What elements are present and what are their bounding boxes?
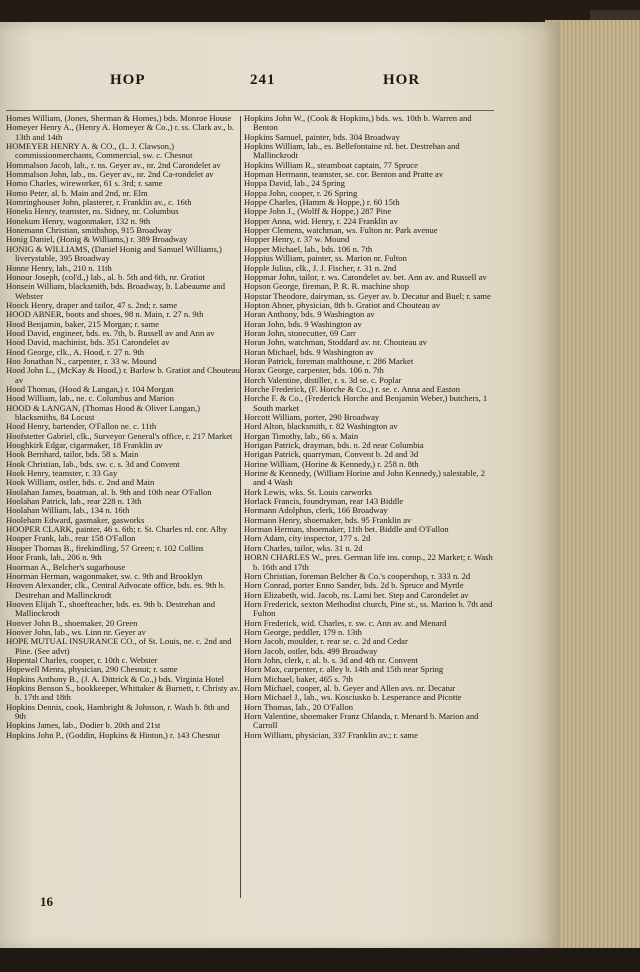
directory-entry: Horine & Kennedy, (William Horine and John Kennedy,) salestable, 2 and 4 Wash — [244, 469, 486, 488]
directory-entry: Hooper Frank, lab., rear 158 O'Fallon — [6, 534, 136, 544]
directory-entry: Horn Adam, city inspector, 177 s. 2d — [244, 534, 371, 544]
directory-entry: Horn Michael, baker, 465 s. 7th — [244, 674, 353, 684]
directory-entry: HOOD ABNER, boots and shoes, 98 n. Main, r. 27 n. 9th — [6, 310, 204, 320]
directory-entry: Hood David, machinist, bds. 351 Carondelet av — [6, 338, 170, 348]
directory-entry: Hoover John, lab., ws. Linn nr. Geyer av — [6, 627, 146, 637]
directory-entry: Horn Valentine, shoemaker Franz Chlanda, r. Menard b. Marion and Carroll — [244, 712, 479, 731]
directory-entry: Hopkins Anthony B., (J. A. Dittrick & Co.,) bds. Virginia Hotel — [6, 674, 225, 684]
column-divider — [240, 116, 241, 898]
directory-entry: Hoover John B., shoemaker, 20 Green — [6, 618, 138, 628]
directory-entry: Horn George, peddler, 179 n. 13th — [244, 627, 362, 637]
directory-entry: Hopkins John P., (Goddin, Hopkins & Hinton,) r. 143 Chesnut — [6, 730, 220, 740]
directory-entry: Honekum Henry, wagonmaker, 132 n. 9th — [6, 216, 151, 226]
directory-page — [0, 22, 560, 950]
directory-entry: Horn John, clerk, r. al. b. s. 3d and 4th nr. Convent — [244, 655, 418, 665]
directory-entry: HOOD & LANGAN, (Thomas Hood & Oliver Langan,) blacksmiths, 84 Locust — [6, 403, 201, 422]
directory-entry: Horn Christian, foreman Belcher & Co.'s coopershop, r. 333 n. 2d — [244, 571, 471, 581]
directory-entry: Horan Patrick, foreman malthouse, r. 286 Market — [244, 356, 414, 366]
directory-entry: Hopton Abner, physician, 8th b. Gratiot and Chouteau av — [244, 300, 441, 310]
directory-entry: Hopental Charles, cooper, r. 10th c. Webster — [6, 655, 158, 665]
directory-entry: Hopman Hermann, teamster, se. cor. Benton and Pratte av — [244, 170, 444, 180]
directory-entry: Hoppe Charles, (Hamm & Hoppe,) r. 60 15th — [244, 198, 400, 208]
directory-entry: Hopper Anna, wid. Henry, r. 224 Franklin av — [244, 216, 398, 226]
directory-entry: HOMEYER HENRY A. & CO., (L. J. Clawson,) commissionmerchants, Commercial, sw. c. Chesnut — [6, 142, 193, 161]
directory-entry: Horman Herman, shoemaker, 11th bet. Biddle and O'Fallon — [244, 525, 449, 535]
directory-entry: Hook Christian, lab., bds. sw. c. s. 3d and Convent — [6, 459, 180, 469]
directory-entry: Honne Henry, lab., 210 n. 11th — [6, 263, 112, 273]
directory-entry: Hoorman Herman, wagonmaker, sw. c. 9th and Brooklyn — [6, 571, 203, 581]
directory-entry: Hommalson Jacob, lab., r. ns. Geyer av., nr. 2nd Carondelet av — [6, 160, 221, 170]
directory-entry: Hood Thomas, (Hood & Langan,) r. 104 Morgan — [6, 384, 174, 394]
directory-entry: Hormann Adolphus, clerk, 166 Broadway — [244, 506, 388, 516]
directory-entry: Horche F. & Co., (Frederick Horche and Benjamin Weber,) butchers, 1 South market — [244, 394, 488, 413]
directory-entry: Hoolahan James, boatman, al. b. 9th and 10th near O'Fallon — [6, 487, 212, 497]
directory-entry: Homes William, (Jones, Sherman & Homes,) bds. Monroe House — [6, 114, 232, 123]
directory-entry: Hood David, engineer, bds. es. 7th, b. Russell av and Ann av — [6, 328, 215, 338]
directory-entry: Horn Charles, tailor, wks. 31 n. 2d — [244, 543, 363, 553]
directory-entry: Horn Jacob, moulder, r. rear se. c. 2d and Cedar — [244, 637, 408, 647]
directory-entry: Horn Frederick, sexton Methodist church, Pine st., ss. Marion b. 7th and Fulton — [244, 599, 493, 619]
directory-entry: Hooven Elijah T., shoefteacher, bds. es. 9th b. Destrehan and Mallinckrodt — [6, 599, 216, 619]
directory-entry: Hook Henry, teamster, r. 33 Gay — [6, 469, 118, 479]
directory-entry: Horan John, watchman, Stoddard av. nr. Chouteau av — [244, 338, 427, 348]
signature-mark: 16 — [40, 894, 53, 909]
directory-entry: Honour Joseph, (col'd.,) lab., al. b. 5th and 6th, nr. Gratiot — [6, 272, 205, 282]
directory-entry: Homo Peter, al. b. Main and 2nd, nr. Elm — [6, 188, 148, 198]
directory-entry: HOOPER CLARK, painter, 46 s. 6th; r. St. Charles rd. cor. Alby — [6, 525, 228, 535]
directory-entry: Horn Conrad, porter Enno Sander, bds. 2d b. Spruce and Myrtle — [244, 581, 464, 591]
directory-entry: Homo Charles, wireworker, 61 s. 3rd; r. same — [6, 179, 163, 189]
page-number: 241 — [250, 72, 276, 88]
directory-entry: Hork Lewis, wks. St. Louis carworks — [244, 487, 372, 497]
directory-entry: Hoolahan William, lab., 134 n. 16th — [6, 506, 130, 516]
directory-entry: Horine William, (Horine & Kennedy,) r. 258 n. 8th — [244, 459, 419, 469]
directory-entry: Hoppa David, lab., 24 Spring — [244, 179, 345, 189]
directory-entry: Horn Michael J., lab., ws. Kosciusko b. Lesperance and Picotte — [244, 693, 462, 703]
directory-entry: Hood William, lab., ne. c. Columbus and Marion — [6, 394, 175, 404]
directory-entry: Hommalson John, lab., ns. Geyer av., nr. 2nd Ca-rondelet av — [6, 170, 214, 180]
directory-entry: Hooleham Edward, gasmaker, gasworks — [6, 515, 145, 525]
directory-entry: Hook William, ostler, bds. c. 2nd and Main — [6, 478, 155, 488]
directory-entry: Hopkins James, lab., Dodier b. 20th and 21st — [6, 721, 161, 731]
directory-entry: Hopper Michael, lab., bds. 106 n. 7th — [244, 244, 373, 254]
directory-entry: Horlack Francis, foundryman, rear 143 Biddle — [244, 497, 404, 507]
directory-entry: Horan Anthony, bds. 9 Washington av — [244, 310, 375, 320]
directory-entry: Horn Thomas, lab., 20 O'Fallon — [244, 702, 354, 712]
directory-entry: Horn Max, carpenter, r. alley b. 14th and 15th near Spring — [244, 665, 444, 675]
directory-entry: Hood Henry, bartender, O'Fallon ne. c. 11th — [6, 422, 157, 432]
directory-entry: Hooven Alexander, clk., Central Advocate office, bds. es. 9th b. Destrehan and Mallinckrodt — [6, 581, 226, 600]
directory-entry: Horn Frederick, wid. Charles, r. sw. c. Ann av. and Menard — [244, 618, 447, 628]
running-head-right: HOR — [383, 72, 421, 88]
directory-entry: Hooghkirk Edgar, cigarmaker, 18 Franklin av — [6, 441, 163, 451]
directory-entry: Hoppmar John, tailor, r. ws. Carondelet av. bet. Ann av. and Russell av — [244, 272, 487, 282]
directory-entry: Hoor Frank, lab., 206 n. 9th — [6, 553, 102, 563]
directory-entry: Horan John, stonecutter, 69 Carr — [244, 328, 356, 338]
directory-entry: Hopson George, fireman, P. R. R. machine shop — [244, 282, 410, 292]
directory-entry: Honig Daniel, (Honig & Williams,) r. 389 Broadway — [6, 235, 188, 245]
directory-entry: Hopkins Samuel, painter, bds. 304 Broadway — [244, 132, 400, 142]
directory-entry: Hopewell Menra, physician, 290 Chesnut; r. same — [6, 665, 178, 675]
directory-entry: HORN CHARLES W., pres. German life ins. comp., 22 Market; r. Wash b. 16th and 17th — [244, 553, 493, 572]
directory-entry: Hoppius William, painter, ss. Marion nr. Fulton — [244, 254, 407, 264]
directory-entry: Hoock Henry, draper and tailor, 47 s. 2nd; r. same — [6, 300, 178, 310]
directory-entry: Hoorman A., Belcher's sugarhouse — [6, 562, 126, 572]
running-head-left: HOP — [110, 72, 146, 88]
directory-entry: Homeyer Henry A., (Henry A. Homeyer & Co.,) r. ss. Clark av., b. 13th and 14th — [6, 123, 235, 142]
directory-entry: Hoolahan Patrick, lab., rear 228 n. 13th — [6, 497, 142, 507]
directory-entry: Hoo Jonathan N., carpenter, r. 33 w. Mound — [6, 356, 157, 366]
directory-entry: Honsein William, blacksmith, bds. Broadway, b. Labeaume and Webster — [6, 282, 225, 301]
directory-entry: Hopkins William, lab., es. Bellefontaine rd. bet. Destrehan and Mallinckrodt — [244, 142, 460, 161]
directory-entry: Hopstar Theodore, dairyman, ss. Geyer av. b. Decatur and Buel; r. same — [244, 291, 491, 301]
directory-entry: Hood John L., (McKay & Hood,) r. Barlow b. Gratiot and Chouteau av — [6, 366, 240, 385]
directory-entry: Hopple Julius, clk., J. J. Fischer, r. 31 n. 2nd — [244, 263, 397, 273]
directory-entry: Horcott William, porter, 290 Broadway — [244, 413, 380, 422]
directory-entry: Hopkins John W., (Cook & Hopkins,) bds. ws. 10th b. Warren and Benton — [244, 114, 472, 133]
directory-entry: Hopkins Dennis, cook, Hambright & Johnson, r. Wash b. 8th and 9th — [6, 702, 230, 721]
directory-entry: Hormann Henry, shoemaker, bds. 95 Franklin av — [244, 515, 412, 525]
directory-entry: Honemann Christian, smithshop, 915 Broadway — [6, 226, 172, 236]
directory-entry: Hopkins Benson S., bookkeeper, Whittaker & Burnett, r. Christy av. b. 17th and 18th — [6, 683, 240, 703]
header-rule — [6, 110, 494, 111]
directory-entry: Horan Michael, bds. 9 Washington av — [244, 347, 374, 357]
directory-entry: Homringhouser John, plasterer, r. Franklin av., c. 16th — [6, 198, 192, 208]
directory-entry: Horgan Timothy, lab., 66 s. Main — [244, 431, 359, 441]
directory-entry: Honeks Henry, teamster, ns. Sidney, nr. Columbus — [6, 207, 179, 217]
directory-entry: Horigan Patrick, quarryman, Convent b. 2d and 3d — [244, 450, 419, 460]
directory-entry: Horax George, carpenter, bds. 106 n. 7th — [244, 366, 384, 376]
directory-entry: Hook Bernhard, tailor, bds. 58 s. Main — [6, 450, 139, 460]
directory-entry: Hopper Clemens, watchman, ws. Fulton nr. Park avenue — [244, 226, 438, 236]
directory-entry: Hopper Henry, r. 37 w. Mound — [244, 235, 350, 245]
directory-entry: Hood George, clk., A. Hood, r. 27 n. 9th — [6, 347, 145, 357]
directory-entry: Horn Elizabeth, wid. Jacob, ns. Lami bet. Step and Carondelet av — [244, 590, 469, 600]
directory-entry: Hood Benjamin, baker, 215 Morgan; r. same — [6, 319, 159, 329]
directory-entry: Horn Michael, cooper, al. b. Geyer and Allen avs. nr. Decatur — [244, 683, 456, 693]
directory-entry: Horch Valentine, distiller, r. s. 3d se. c. Poplar — [244, 375, 402, 385]
directory-entry: Hooper Thomas B., firekindling, 57 Green; r. 102 Collins — [6, 543, 204, 553]
directory-entry: Horigan Patrick, drayman, bds. n. 2d near Columbia — [244, 441, 424, 451]
left-column — [6, 114, 241, 740]
directory-entry: HOPE MUTUAL INSURANCE CO., of St. Louis, ne. c. 2nd and Pine. (See advt) — [6, 637, 232, 656]
directory-entry: Hopkins William R., steamboat captain, 77 Spruce — [244, 160, 418, 170]
directory-entry: HONIG & WILLIAMS, (Daniel Honig and Samuel Williams,) liverystable, 395 Broadway — [6, 244, 222, 264]
table-surface — [0, 948, 640, 972]
directory-entry: Horn Jacob, ostler, bds. 499 Broadway — [244, 646, 378, 656]
directory-entry: Horn William, physician, 337 Franklin av.; r. same — [244, 730, 418, 740]
right-column — [244, 114, 498, 740]
directory-entry: Hoppe John J., (Wolff & Hoppe,) 287 Pine — [244, 207, 392, 217]
directory-entry: Horche Frederick, (F. Horche & Co.,) r. se. c. Anna and Easton — [244, 384, 461, 394]
directory-entry: Horan John, bds. 9 Washington av — [244, 319, 362, 329]
directory-entry: Hord Alton, blacksmith, r. 82 Washington av — [244, 422, 398, 432]
directory-entry: Hoofstetter Gabriel, clk., Surveyor General's office, r. 217 Market — [6, 431, 233, 441]
directory-entry: Hoppa John, cooper, r. 26 Spring — [244, 188, 358, 198]
